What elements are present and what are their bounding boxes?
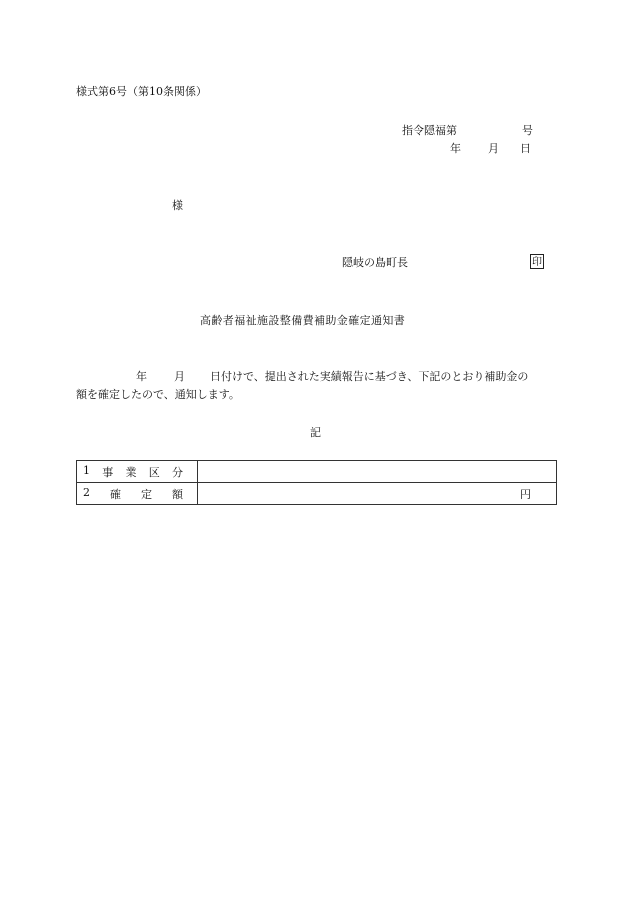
row-value-confirmed-amount: 円	[198, 483, 557, 505]
label-char: 確	[110, 487, 121, 501]
table-row	[77, 461, 557, 483]
label-char: 業	[125, 465, 137, 479]
row-number: 2	[83, 485, 90, 499]
label-char: 定	[141, 487, 152, 501]
row-label-business-category	[77, 461, 198, 483]
addressee-honorific: 様	[172, 199, 183, 212]
row-value-business-category	[198, 461, 557, 483]
label-char: 事	[102, 465, 114, 479]
issue-date-day: 日	[520, 142, 531, 155]
reference-number-label: 指令隠福第	[402, 124, 457, 137]
reference-number-suffix: 号	[522, 124, 533, 137]
issuer-name: 隠岐の島町長	[342, 256, 408, 269]
body-date-year: 年	[136, 370, 147, 383]
body-text-line1: 日付けで、提出された実績報告に基づき、下記のとおり補助金の	[210, 370, 529, 383]
body-date-month: 月	[174, 370, 185, 383]
form-number: 様式第6号（第10条関係）	[76, 85, 207, 98]
seal-mark: 印	[530, 254, 544, 269]
label-char: 分	[172, 465, 183, 479]
detail-table	[76, 460, 557, 505]
ki-heading: 記	[310, 426, 321, 439]
document-title: 高齢者福祉施設整備費補助金確定通知書	[200, 314, 406, 327]
row-label-confirmed-amount	[77, 483, 198, 505]
body-text-line2: 額を確定したので、通知します。	[76, 388, 240, 401]
label-char: 額	[172, 487, 183, 501]
label-char: 区	[148, 465, 160, 479]
table-row	[77, 483, 557, 505]
row-number: 1	[83, 463, 90, 477]
issue-date-month: 月	[488, 142, 499, 155]
issue-date-year: 年	[450, 142, 461, 155]
